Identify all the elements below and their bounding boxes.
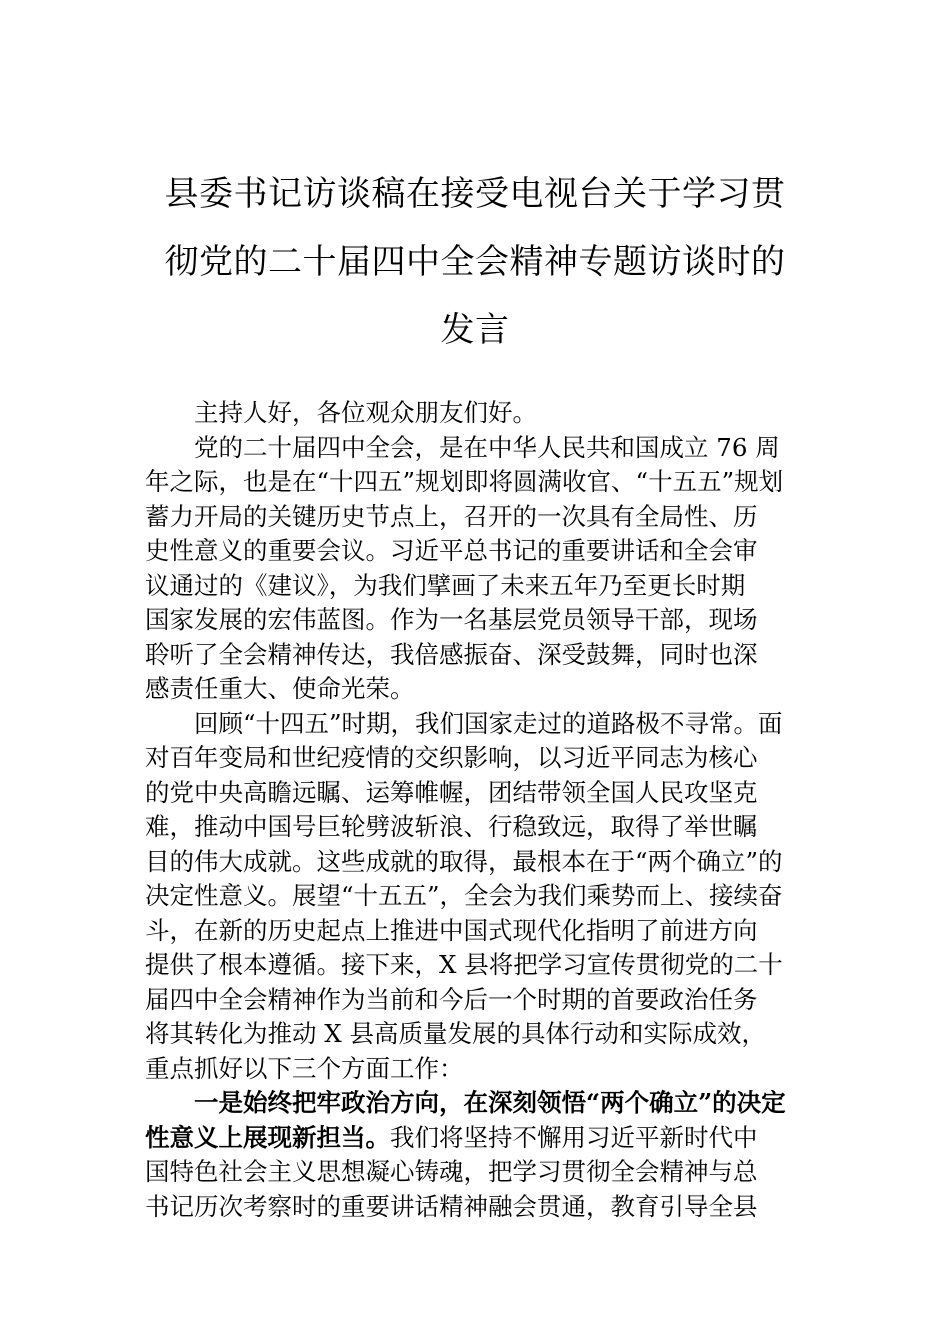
body-line: 史性意义的重要会议。习近平总书记的重要讲话和全会审 (145, 536, 758, 565)
body-fragment: 我们将坚持不懈用习近平新时代中 (390, 1122, 758, 1152)
body-line: 届四中全会精神作为当前和今后一个时期的首要政治任务 (145, 984, 758, 1014)
body-line: 对百年变局和世纪疫情的交织影响，以习近平同志为核心 (145, 743, 758, 772)
title-line: 彻党的二十届四中全会精神专题访谈时的 (164, 242, 786, 282)
body-line: 回顾“十四五”时期，我们国家走过的道路极不寻常。面 (194, 708, 783, 738)
body-line: 重点抓好以下三个方面工作： (145, 1053, 464, 1083)
paragraph-review-and-outlook (145, 707, 807, 1087)
body-line: 感责任重大、使命光荣。 (145, 674, 415, 703)
body-line: 国家发展的宏伟蓝图。作为一名基层党员领导干部，现场 (145, 605, 758, 634)
mixed-line (145, 1121, 807, 1156)
title-line: 县委书记访谈稿在接受电视台关于学习贯 (164, 174, 786, 214)
paragraph-plenary-introduction (145, 431, 807, 707)
paragraph-greeting (145, 396, 807, 431)
bold-heading-fragment: 性意义上展现新担当。 (145, 1122, 390, 1152)
title-line: 发言 (440, 310, 510, 350)
bold-heading-line: 一是始终把牢政治方向，在深刻领悟“两个确立”的决定 (194, 1088, 786, 1117)
body-line: 难，推动中国号巨轮劈波斩浪、行稳致远，取得了举世瞩 (145, 812, 758, 841)
body-line: 主持人好，各位观众朋友们好。 (194, 398, 537, 427)
document-title (145, 160, 805, 364)
body-line: 提供了根本遵循。接下来，X 县将把学习宣传贯彻党的二十 (145, 950, 783, 979)
body-line: 目的伟大成就。这些成就的取得，最根本在于“两个确立”的 (145, 846, 783, 876)
body-line: 书记历次考察时的重要讲话精神融会贯通，教育引导全县 (145, 1191, 758, 1221)
body-line: 聆听了全会精神传达，我倍感振奋、深受鼓舞，同时也深 (145, 639, 758, 669)
body-line: 国特色社会主义思想凝心铸魂，把学习贯彻全会精神与总 (145, 1157, 758, 1186)
body-line: 的党中央高瞻远瞩、运筹帷幄，团结带领全国人民攻坚克 (145, 777, 758, 807)
document-body (145, 396, 807, 1224)
body-line: 议通过的《建议》，为我们擘画了未来五年乃至更长时期 (145, 570, 746, 600)
body-line: 斗，在新的历史起点上推进中国式现代化指明了前进方向 (145, 915, 758, 945)
body-line: 决定性意义。展望“十五五”，全会为我们乘势而上、接续奋 (145, 881, 783, 910)
body-line: 将其转化为推动 X 县高质量发展的具体行动和实际成效， (145, 1019, 767, 1048)
paragraph-first-priority (145, 1086, 807, 1224)
body-line: 年之际，也是在“十四五”规划即将圆满收官、“十五五”规划 (145, 467, 784, 496)
body-line: 蓄力开局的关键历史节点上，召开的一次具有全局性、历 (145, 501, 758, 531)
body-line: 党的二十届四中全会，是在中华人民共和国成立 76 周 (194, 432, 780, 462)
